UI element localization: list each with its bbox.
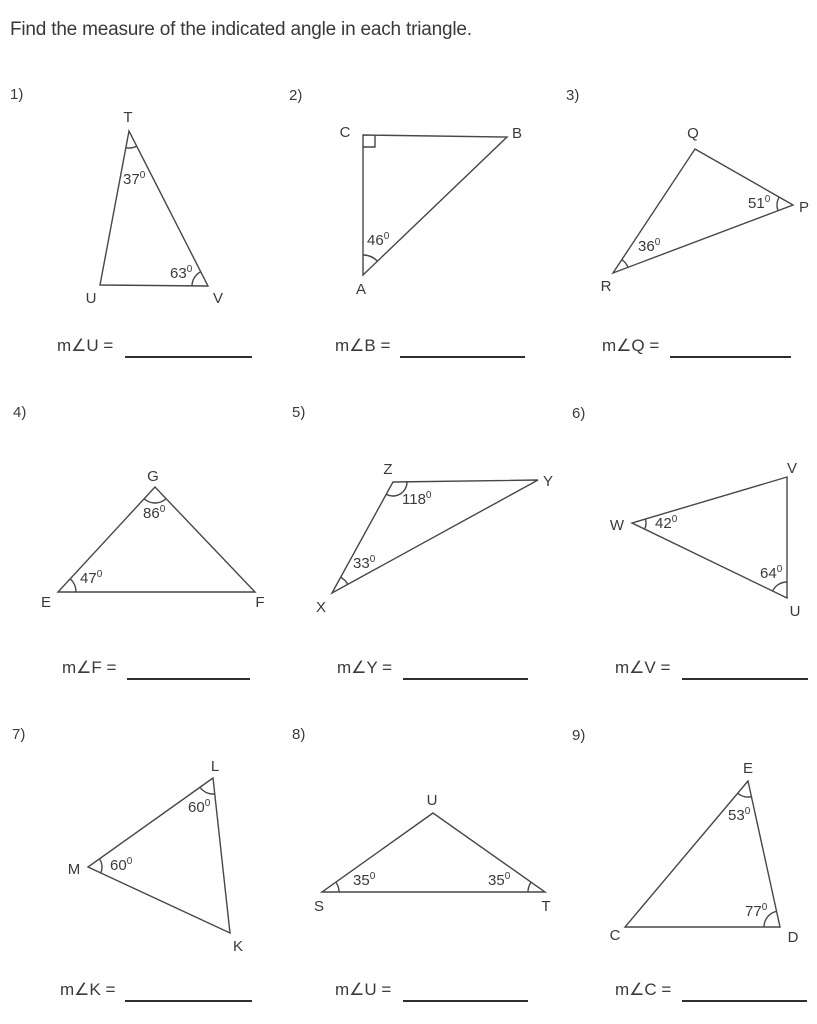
angle-value-label: $86^0$ (143, 504, 166, 522)
answer-blank (400, 356, 525, 358)
answer-label: m∠V = (615, 658, 671, 677)
problem-9-number: 9) (572, 727, 586, 744)
vertex-label: D (787, 929, 799, 946)
vertex-label: T (541, 898, 551, 915)
vertex-label: R (600, 278, 612, 295)
vertex-label: C (609, 927, 621, 944)
problem-6-number: 6) (572, 405, 586, 422)
angle-arc (622, 260, 628, 268)
degree-symbol: 0 (96, 569, 103, 580)
problem-3-figure (580, 105, 817, 305)
answer-blank (127, 678, 250, 680)
problem-2-figure (320, 105, 550, 305)
answer-label: m∠Y = (337, 658, 393, 677)
angle-arc (777, 197, 779, 211)
answer-label: m∠U = (335, 980, 392, 999)
vertex-label: A (355, 281, 367, 298)
degree-symbol: 0 (764, 194, 771, 205)
problem-1-number: 1) (10, 86, 24, 103)
angle-arc (70, 579, 76, 592)
degree-symbol: 0 (139, 170, 146, 181)
angle-value-label: $46^0$ (367, 231, 390, 249)
answer-label: m∠K = (60, 980, 116, 999)
vertex-label: S (313, 898, 325, 915)
angle-arc (738, 793, 752, 797)
degree-symbol: 0 (369, 871, 376, 882)
vertex-label: U (789, 603, 801, 620)
angle-value-label: $35^0$ (353, 871, 376, 889)
angle-value-label: $51^0$ (748, 194, 771, 212)
angle-arc (336, 882, 339, 892)
angle-arc (528, 882, 531, 892)
answer-label: m∠Q = (602, 336, 660, 355)
answer-blank (403, 1000, 528, 1002)
problem-1-figure (40, 105, 260, 317)
angle-value-label: $37^0$ (123, 170, 146, 188)
vertex-label: X (315, 599, 327, 616)
degree-symbol: 0 (186, 264, 193, 275)
angle-arc (192, 272, 201, 286)
angle-arc (144, 499, 166, 503)
problem-3-number: 3) (566, 87, 580, 104)
problem-5-figure (300, 420, 560, 625)
answer-blank (682, 1000, 807, 1002)
answer-label: m∠U = (57, 336, 114, 355)
problem-7-figure (40, 740, 270, 965)
angle-value-label: $77^0$ (745, 902, 768, 920)
vertex-label: G (147, 468, 159, 485)
degree-symbol: 0 (126, 856, 133, 867)
vertex-label: K (232, 938, 244, 955)
answer-label: m∠F = (62, 658, 117, 677)
problem-2-number: 2) (289, 87, 303, 104)
vertex-label: C (339, 124, 351, 141)
angle-arc (126, 146, 137, 148)
angle-value-label: $36^0$ (638, 237, 661, 255)
problem-9-figure (580, 740, 817, 960)
vertex-label: T (123, 109, 133, 126)
degree-symbol: 0 (425, 490, 432, 501)
angle-value-label: $47^0$ (80, 569, 103, 587)
vertex-label: L (210, 758, 220, 775)
angle-value-label: $118^0$ (402, 490, 432, 508)
angle-value-label: $33^0$ (353, 554, 376, 572)
degree-symbol: 0 (383, 231, 390, 242)
vertex-label: B (511, 125, 523, 142)
triangle-outline (100, 131, 208, 286)
vertex-label: W (609, 517, 625, 534)
problem-8-number: 8) (292, 726, 306, 743)
vertex-label: Q (687, 125, 699, 142)
angle-arc (645, 519, 646, 529)
vertex-label: M (67, 861, 81, 878)
degree-symbol: 0 (776, 564, 783, 575)
problem-4-number: 4) (13, 404, 27, 421)
angle-value-label: $60^0$ (110, 856, 133, 874)
angle-value-label: $35^0$ (488, 871, 511, 889)
answer-blank (682, 678, 808, 680)
problem-6-figure (580, 420, 817, 630)
problem-5-number: 5) (292, 404, 306, 421)
vertex-label: F (255, 594, 265, 611)
angle-value-label: $60^0$ (188, 798, 211, 816)
angle-arc (764, 911, 777, 927)
page-title: Find the measure of the indicated angle in each triangle. (10, 19, 472, 40)
answer-blank (125, 1000, 252, 1002)
angle-arc (99, 859, 102, 873)
vertex-label: E (40, 594, 52, 611)
angle-arc (341, 577, 348, 584)
angle-arc (773, 582, 787, 591)
right-angle-marker (363, 135, 375, 147)
triangle-outline (332, 480, 538, 593)
vertex-label: V (786, 460, 798, 477)
answer-blank (670, 356, 791, 358)
angle-value-label: $64^0$ (760, 564, 783, 582)
answer-blank (125, 356, 252, 358)
degree-symbol: 0 (159, 504, 166, 515)
answer-blank (403, 678, 528, 680)
degree-symbol: 0 (761, 902, 768, 913)
problem-7-number: 7) (12, 726, 26, 743)
vertex-label: U (85, 290, 97, 307)
triangle-outline (363, 135, 507, 275)
angle-value-label: $53^0$ (728, 806, 751, 824)
problem-4-figure (20, 420, 270, 620)
degree-symbol: 0 (504, 871, 511, 882)
vertex-label: Z (383, 461, 393, 478)
vertex-label: U (426, 792, 438, 809)
answer-label: m∠B = (335, 336, 391, 355)
angle-arc (200, 787, 215, 794)
degree-symbol: 0 (654, 237, 661, 248)
degree-symbol: 0 (204, 798, 211, 809)
problem-8-figure (300, 760, 560, 925)
angle-value-label: $63^0$ (170, 264, 193, 282)
angle-arc (363, 255, 377, 261)
vertex-label: P (798, 199, 810, 216)
angle-value-label: $42^0$ (655, 514, 678, 532)
degree-symbol: 0 (369, 554, 376, 565)
degree-symbol: 0 (744, 806, 751, 817)
degree-symbol: 0 (671, 514, 678, 525)
answer-label: m∠C = (615, 980, 672, 999)
vertex-label: E (742, 760, 754, 777)
vertex-label: Y (542, 473, 554, 490)
vertex-label: V (212, 290, 224, 307)
